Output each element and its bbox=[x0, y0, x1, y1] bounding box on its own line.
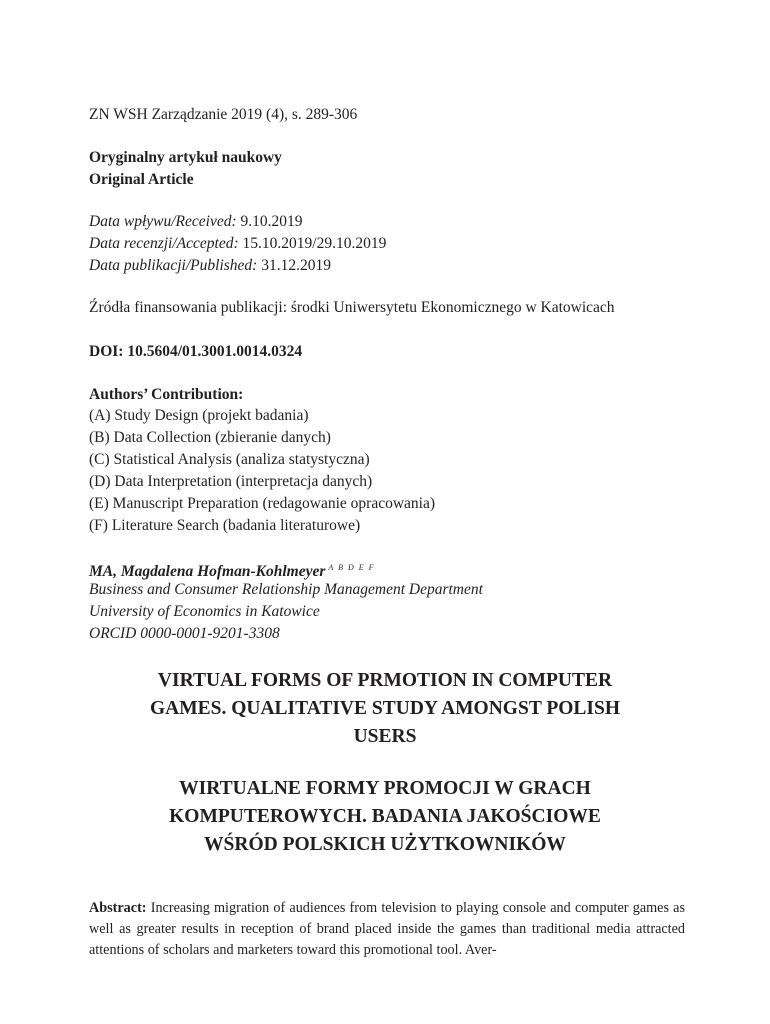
abstract-label: Abstract: bbox=[89, 900, 147, 916]
abstract bbox=[89, 898, 685, 961]
title-polish bbox=[60, 775, 710, 859]
contribution-item: (F) Literature Search (badania literaturowe) bbox=[89, 517, 361, 534]
date-published-value: 31.12.2019 bbox=[257, 257, 331, 274]
contribution-heading: Authors’ Contribution: bbox=[89, 386, 244, 403]
journal-citation: ZN WSH Zarządzanie 2019 (4), s. 289-306 bbox=[89, 106, 358, 123]
title-polish-line: WIRTUALNE FORMY PROMOCJI W GRACH bbox=[179, 778, 591, 799]
title-polish-line: KOMPUTEROWYCH. BADANIA JAKOŚCIOWE bbox=[169, 806, 601, 827]
date-received-value: 9.10.2019 bbox=[236, 213, 303, 230]
date-accepted-label: Data recenzji/Accepted: bbox=[89, 235, 239, 252]
contribution-item: (D) Data Interpretation (interpretacja danych) bbox=[89, 473, 373, 490]
date-published-label: Data publikacji/Published: bbox=[89, 257, 258, 274]
abstract-text: Increasing migration of audiences from television to playing console and computer games as well as greater results in reception of brand placed inside the games than traditional media attracted attentions of scholars and marketers toward this promotional tool. Aver- bbox=[89, 900, 685, 958]
contribution-item: (B) Data Collection (zbieranie danych) bbox=[89, 429, 331, 446]
title-english bbox=[60, 667, 710, 751]
contribution-item: (C) Statistical Analysis (analiza statystyczna) bbox=[89, 451, 370, 468]
date-accepted-value: 15.10.2019/29.10.2019 bbox=[238, 235, 387, 252]
author-roles: A B D E F bbox=[328, 563, 376, 572]
article-type-en: Original Article bbox=[89, 171, 194, 188]
author-department: Business and Consumer Relationship Management Department bbox=[89, 581, 483, 598]
title-english-line: GAMES. QUALITATIVE STUDY AMONGST POLISH bbox=[149, 698, 621, 719]
doi: DOI: 10.5604/01.3001.0014.0324 bbox=[89, 343, 303, 360]
author-name-text: MA, Magdalena Hofman-Kohlmeyer bbox=[89, 563, 326, 580]
funding-source: Źródła finansowania publikacji: środki Uniwersytetu Ekonomicznego w Katowicach bbox=[89, 299, 615, 316]
author-orcid: ORCID 0000-0001-9201-3308 bbox=[89, 625, 280, 642]
article-type-pl: Oryginalny artykuł naukowy bbox=[89, 149, 282, 166]
title-english-line: VIRTUAL FORMS OF PRMOTION IN COMPUTER bbox=[157, 670, 613, 691]
title-polish-line: WŚRÓD POLSKICH UŻYTKOWNIKÓW bbox=[204, 834, 566, 855]
contribution-item: (E) Manuscript Preparation (redagowanie opracowania) bbox=[89, 495, 436, 512]
author-university: University of Economics in Katowice bbox=[89, 603, 320, 620]
date-received bbox=[89, 211, 303, 233]
contribution-item: (A) Study Design (projekt badania) bbox=[89, 407, 309, 424]
title-english-line: USERS bbox=[353, 726, 417, 747]
date-published bbox=[89, 255, 331, 277]
date-received-label: Data wpływu/Received: bbox=[89, 213, 237, 230]
date-accepted bbox=[89, 233, 386, 255]
